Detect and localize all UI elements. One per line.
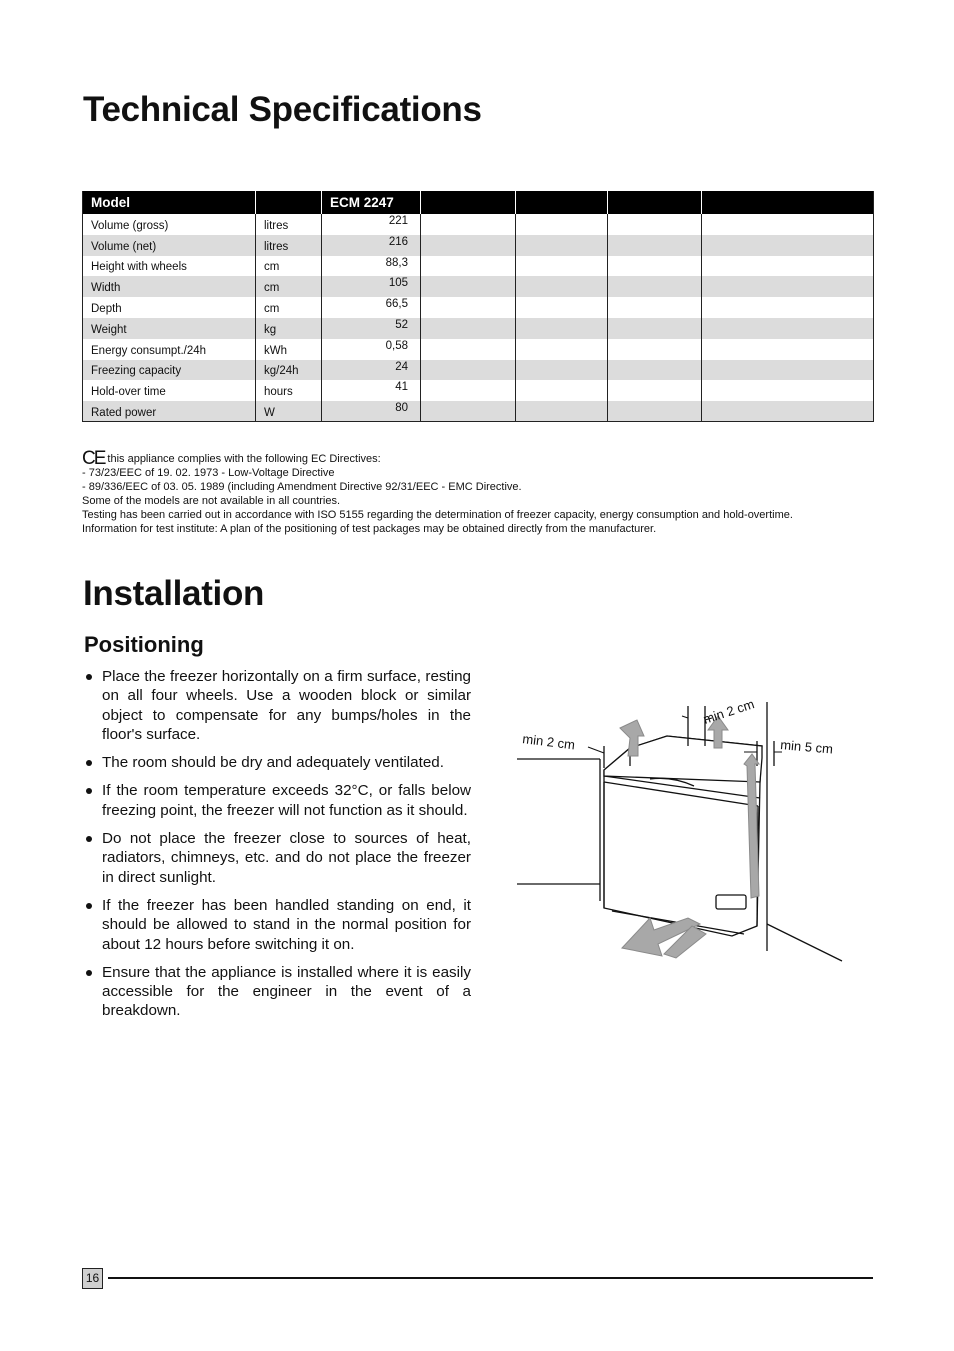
table-row (83, 214, 874, 235)
list-item: If the freezer has been handled standing on end, it should be allowed to stand in the normal position for about 12 hours before switching it on. (84, 896, 471, 954)
row-unit: cm (256, 297, 322, 318)
row-value: 80 (322, 401, 421, 422)
header-model: Model (83, 191, 256, 214)
row-value: 88,3 (322, 256, 421, 277)
row-label: Rated power (83, 401, 256, 422)
row-label: Width (83, 276, 256, 297)
row-label: Volume (gross) (83, 214, 256, 235)
page-number: 16 (82, 1268, 103, 1289)
row-value: 41 (322, 380, 421, 401)
row-unit: kWh (256, 339, 322, 360)
table-row (83, 318, 874, 339)
notes-line: Testing has been carried out in accordance with ISO 5155 regarding the determination of freezer capacity, energy consumption and hold-overtime. (82, 509, 793, 521)
row-value: 52 (322, 318, 421, 339)
table-row (83, 276, 874, 297)
list-item: If the room temperature exceeds 32°C, or falls below freezing point, the freezer will not function as it should. (84, 781, 471, 820)
list-item: Ensure that the appliance is installed where it is easily accessible for the engineer in the event of a breakdown. (84, 963, 471, 1021)
label-min-2cm-top: min 2 cm (701, 696, 757, 727)
section-title-positioning: Positioning (84, 632, 204, 657)
spec-table (82, 191, 874, 422)
header-unit (256, 191, 322, 214)
table-row (83, 401, 874, 422)
compliance-notes (82, 448, 882, 536)
row-unit: hours (256, 380, 322, 401)
row-value: 105 (322, 276, 421, 297)
row-unit: W (256, 401, 322, 422)
table-row (83, 256, 874, 277)
row-label: Hold-over time (83, 380, 256, 401)
row-value: 0,58 (322, 339, 421, 360)
header-empty-3 (608, 191, 702, 214)
row-label: Energy consumpt./24h (83, 339, 256, 360)
list-item: Place the freezer horizontally on a firm surface, resting on all four wheels. Use a wooden block or similar object to compensate for any bumps/holes in the floor's surface. (84, 667, 471, 744)
row-label: Freezing capacity (83, 360, 256, 381)
row-unit: litres (256, 235, 322, 256)
ce-mark-icon: CE (82, 448, 105, 469)
label-min-5cm-right: min 5 cm (779, 737, 834, 757)
row-unit: litres (256, 214, 322, 235)
row-unit: cm (256, 276, 322, 297)
row-label: Weight (83, 318, 256, 339)
table-row (83, 380, 874, 401)
row-unit: kg/24h (256, 360, 322, 381)
row-label: Depth (83, 297, 256, 318)
positioning-list (84, 667, 471, 1030)
row-value: 24 (322, 360, 421, 381)
row-value: 216 (322, 235, 421, 256)
page-title-installation: Installation (83, 574, 265, 613)
notes-line: - 73/23/EEC of 19. 02. 1973 - Low-Voltage Directive (82, 467, 335, 479)
freezer-clearance-diagram (512, 686, 852, 966)
header-empty-1 (421, 191, 516, 214)
row-unit: cm (256, 256, 322, 277)
table-row (83, 360, 874, 381)
table-row (83, 297, 874, 318)
row-value: 66,5 (322, 297, 421, 318)
page-title-technical-specifications: Technical Specifications (83, 90, 482, 129)
row-unit: kg (256, 318, 322, 339)
row-value: 221 (322, 214, 421, 235)
header-empty-4 (702, 191, 874, 214)
header-empty-2 (516, 191, 608, 214)
spec-table-header-row (83, 191, 874, 214)
notes-line: Information for test institute: A plan of the positioning of test packages may be obtained directly from the manufacturer. (82, 523, 657, 535)
header-ecm-2247: ECM 2247 (322, 191, 421, 214)
notes-line: - 89/336/EEC of 03. 05. 1989 (including Amendment Directive 92/31/EEC - EMC Directive. (82, 481, 522, 493)
notes-line: Some of the models are not available in all countries. (82, 495, 341, 507)
notes-line: this appliance complies with the following EC Directives: (107, 453, 381, 465)
list-item: The room should be dry and adequately ventilated. (84, 753, 471, 772)
table-row (83, 235, 874, 256)
list-item: Do not place the freezer close to sources of heat, radiators, chimneys, etc. and do not place the freezer in direct sunlight. (84, 829, 471, 887)
label-min-2cm-left: min 2 cm (521, 731, 576, 753)
row-label: Height with wheels (83, 256, 256, 277)
table-row (83, 339, 874, 360)
footer-rule (108, 1277, 873, 1279)
row-label: Volume (net) (83, 235, 256, 256)
